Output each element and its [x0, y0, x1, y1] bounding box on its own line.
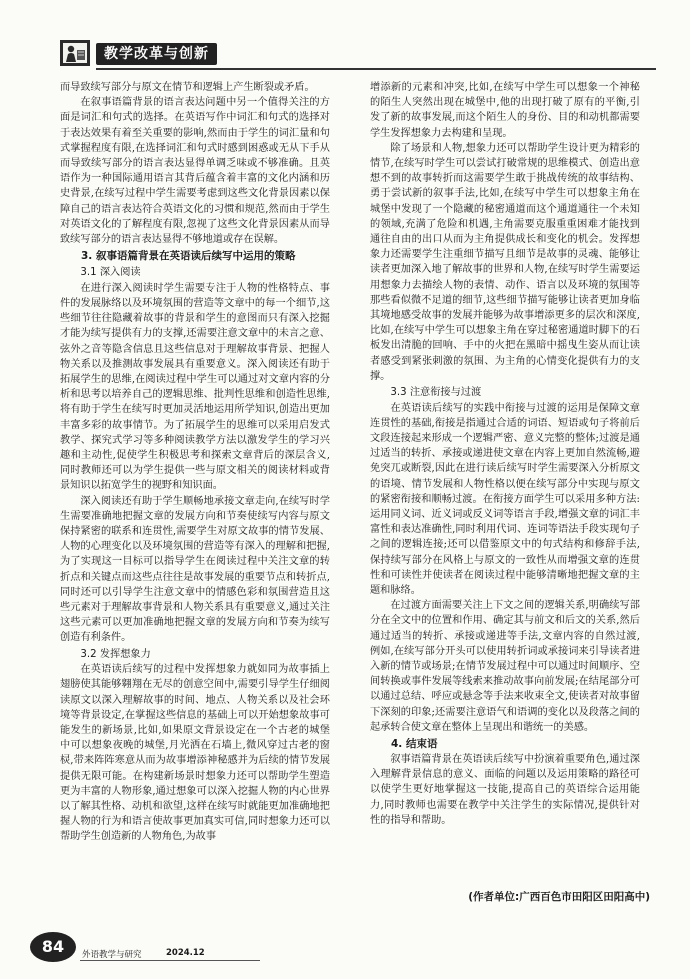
subsection-heading: 3.2 发挥想象力 [80, 648, 151, 660]
header-rule [96, 68, 656, 70]
paragraph: 叙事语篇背景在英语读后续写中扮演着重要角色,通过深入理解背景信息的意义、面临的问题以及运用策略的路径可以使学生更好地掌握这一技能,提高自己的英语综合运用能力,同时教师也需要在教学中关注学生的实际情况,提供针对性的指导和帮助。 [370, 754, 640, 826]
teacher-reading-icon [58, 34, 96, 72]
section-heading: 3. 叙事语篇背景在英语读后续写中运用的策略 [81, 250, 296, 263]
left-column [60, 80, 330, 845]
right-column [370, 80, 640, 828]
section-heading: 4. 结束语 [391, 738, 438, 751]
paragraph: 深入阅读还有助于学生顺畅地承接文章走向,在续写时学生需要准确地把握文章的发展方向和节奏使续写内容与原文保持紧密的联系和连贯性,需要学生对原文故事的情节发展、人物的心理变化以及环境氛围的营造等有深入的理解和把握,为了实现这一目标可以指导学生在阅读过程中关注文章的转折点和关键点而这些点往往是故事发展的重要节点和转折点,同时还可以引导学生注意文章中的情感色彩和氛围营造且这些元素对于理解故事背景和人物关系具有重要意义,通过关注这些元素可以更加准确地把握文章的发展方向和节奏为续写创造有利条件。 [60, 495, 330, 644]
author-affiliation: (作者单位:广西百色市田阳区田阳高中) [468, 891, 650, 903]
paragraph: 在叙事语篇背景的语言表达问题中另一个值得关注的方面是词汇和句式的选择。在英语写作中词汇和句式的选择对于表达效果有着至关重要的影响,然而由于学生的词汇量和句式掌握程度有限,在选择词汇和句式时感到困惑或无从下手从而导致续写部分的语言表达显得单调乏味或不够准确。且英语作为一种国际通用语言其背后蕴含着丰富的文化内涵和历史背景,在续写过程中学生需要考虑到这些文化背景因素以保障自己的语言表达符合英语文化的习惯和规范,然而由于学生对英语文化的了解程度有限,忽视了这些文化背景因素从而导致续写部分的语言表达显得不够地道或存在误解。 [60, 97, 330, 246]
subsection-heading: 3.3 注意衔接与过渡 [390, 387, 482, 399]
issue-number: 2024.12 [166, 948, 205, 958]
page-footer [30, 930, 290, 964]
page-header [58, 34, 658, 74]
paragraph: 在进行深入阅读时学生需要专注于人物的性格特点、事件的发展脉络以及环境氛围的营造等文章中的每一个细节,这些细节往往隐藏着故事的背景和学生的意图而只有深入挖掘才能为续写提供有力的支撑,还需要注意文章中的未言之意、弦外之音等隐含信息且这些信息对于理解故事背景、把握人物关系以及推测故事发展具有重要意义。深入阅读还有助于拓展学生的思维,在阅读过程中学生可以通过对文章内容的分析和思考以培养自己的逻辑思维、批判性思维和创造性思维,将有助于学生在续写时更加灵活地运用所学知识,创造出更加丰富多彩的故事情节。为了拓展学生的思维可以采用启发式教学、探究式学习等多种阅读教学方法以激发学生的学习兴趣和主动性,促使学生积极思考和探索文章背后的深层含义,同时教师还可以为学生提供一些与原文相关的阅读材料或背景知识以拓宽学生的视野和知识面。 [60, 282, 330, 492]
paragraph: 而导致续写部分与原文在情节和逻辑上产生断裂或矛盾。 [60, 82, 315, 93]
journal-name: 外语教学与研究 [82, 950, 142, 960]
column-title: 教学改革与创新 [96, 43, 217, 65]
paragraph: 在英语读后续写的实践中衔接与过渡的运用是保障文章连贯性的基础,衔接是指通过合适的词语、短语或句子将前后文段连接起来形成一个逻辑严密、意义完整的整体;过渡是通过适当的转折、承接或递进使文章在内容上更加自然流畅,避免突兀或断裂,因此在进行读后续写时学生需要深入分析原文的语境、情节发展和人物性格以便在续写部分中实现与原文的紧密衔接和顺畅过渡。在衔接方面学生可以采用多种方法:运用同义词、近义词或反义词等语言手段,增强文章的词汇丰富性和表达准确性,同时利用代词、连词等语法手段实现句子之间的逻辑连接;还可以借鉴原文中的句式结构和修辞手法,保持续写部分在风格上与原文的一致性从而增强文章的连贯性和可读性并使读者在阅读过程中能够清晰地把握文章的主题和脉络。 [370, 402, 640, 596]
paragraph: 在英语读后续写的过程中发挥想象力就如同为故事插上翅膀使其能够翱翔在无尽的创意空间中,需要引导学生仔细阅读原文以深入理解故事的时间、地点、人物关系以及社会环境等背景设定,在掌握这些信息的基础上可以开始想象故事可能发生的新场景,比如,如果原文背景设定在一个古老的城堡中可以想象夜晚的城堡,月光洒在石墙上,微风穿过古老的窗棂,带来阵阵寒意从而为故事增添神秘感并为后续的情节发展提供无限可能。在构建新场景时想象力还可以帮助学生塑造更为丰富的人物形象,通过想象可以深入挖掘人物的内心世界以了解其性格、动机和欲望,这样在续写时就能更加准确地把握人物的行为和语言使故事更加真实可信,同时想象力还可以帮助学生创造新的人物角色,为故事 [60, 664, 330, 843]
paragraph: 增添新的元素和冲突,比如,在续写中学生可以想象一个神秘的陌生人突然出现在城堡中,他的出现打破了原有的平衡,引发了新的故事发展,而这个陌生人的身份、目的和动机都需要学生发挥想象力去构建和呈现。 [370, 82, 640, 139]
paragraph: 除了场景和人物,想象力还可以帮助学生设计更为精彩的情节,在续写时学生可以尝试打破常规的思维模式、创造出意想不到的故事转折而这需要学生敢于挑战传统的故事结构、勇于尝试新的叙事手法,比如,在续写中学生可以想象主角在城堡中发现了一个隐藏的秘密通道而这个通道通往一个未知的领域,充满了危险和机遇,主角需要克服重重困难才能找到通往自由的出口从而为主角提供成长和变化的机会。发挥想象力还需要学生注重细节描写且细节是故事的灵魂、能够让读者更加深入地了解故事的世界和人物,在续写时学生需要运用想象力去描绘人物的表情、动作、语言以及环境的氛围等那些看似微不足道的细节,这些细节描写能够让读者更加身临其境地感受故事的发展并能够为故事增添更多的层次和深度,比如,在续写中学生可以想象主角在穿过秘密通道时脚下的石板发出清脆的回响、手中的火把在黑暗中摇曳生姿从而让读者感受到紧张刺激的氛围、为主角的心情变化提供有力的支撑。 [370, 142, 640, 382]
page-number: 84 [30, 932, 76, 962]
paragraph: 在过渡方面需要关注上下文之间的逻辑关系,明确续写部分在全文中的位置和作用、确定其与前文和后文的关系,然后通过适当的转折、承接或递进等手法,文章内容的自然过渡,例如,在续写部分开头可以使用转折词或承接词来引导读者进入新的情节或场景;在情节发展过程中可以通过时间顺序、空间转换或事件发展等线索来推动故事向前发展;在结尾部分可以通过总结、呼应或悬念等手法来收束全文,使读者对故事留下深刻的印象;还需要注意语气和语调的变化以及段落之间的起承转合使文章在整体上呈现出和谐统一的美感。 [370, 600, 640, 733]
subsection-heading: 3.1 深入阅读 [80, 267, 141, 279]
footer-rule [80, 960, 260, 961]
